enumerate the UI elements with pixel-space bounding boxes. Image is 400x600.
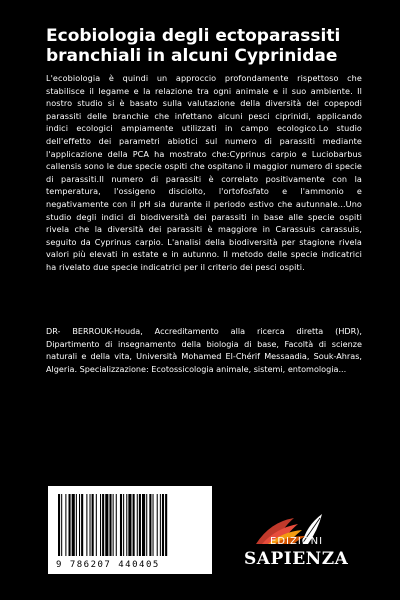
barcode-bar <box>116 494 117 556</box>
isbn-number: 9 786207 440405 <box>56 560 160 570</box>
book-title: Ecobiologia degli ectoparassiti branchiali in alcuni Cyprinidae <box>46 26 341 66</box>
barcode-bar <box>153 494 154 556</box>
barcode-bar <box>157 494 158 556</box>
barcode-bar <box>137 494 138 556</box>
barcode-bar <box>81 494 83 556</box>
barcode-bar <box>69 494 71 556</box>
barcode-bar <box>109 494 111 556</box>
barcode-bar <box>146 494 147 556</box>
barcode-bar <box>76 494 77 556</box>
barcode-bar <box>100 494 101 556</box>
barcode-bar <box>113 494 114 556</box>
barcode-bar <box>86 494 87 556</box>
barcode-bar <box>149 494 151 556</box>
barcode-bar <box>58 494 60 556</box>
barcode-bar <box>128 494 131 556</box>
barcode-bar <box>61 494 62 556</box>
barcode-bar <box>120 494 122 556</box>
barcode-bar <box>96 494 97 556</box>
barcode-bar <box>105 494 108 556</box>
barcode-bar <box>123 494 124 556</box>
barcode-bar <box>72 494 75 556</box>
book-summary: L'ecobiologia è quindi un approccio profondamente rispettoso che stabilisce il legame e la relazione tra ogni animale e il suo ambiente. Il nostro studio si è basato sulla valutazione della diversità dei copepodi parassiti delle branchie che infettano alcuni pesci ciprinidi, applicando indici ecologici ampiamente utilizzati in campo ecologico.Lo studio dell'effetto dei parametri abiotici sul numero di parassiti mediante l'applicazione della PCA ha mostrato che:Cyprinus carpio e Luciobarbus callensis sono le due specie ospiti che ospitano il maggior numero di specie di parassiti.Il numero di parassiti è correlato positivamente con la temperatura, l'ossigeno disciolto, l'ortofosfato e l'ammonio e negativamente con il pH sia durante il periodo estivo che autunnale...Uno studio degli indici di biodiversità dei parassiti in base alle specie ospiti rivela che la diversità dei parassiti è maggiore in Carassuis carassuis, seguito da Cyprinus carpio. L'analisi della biodiversità per stagione rivela valori più elevati in estate e in autunno. Il metodo delle specie indicatrici ha rivelato due specie indicatrici per il criterio dei pesci ospiti. <box>46 73 362 272</box>
publisher-name: SAPIENZA <box>244 549 349 569</box>
barcode-bar <box>79 494 80 556</box>
barcode-bar <box>139 494 141 556</box>
barcode-bar <box>90 494 91 556</box>
isbn-barcode <box>48 486 212 574</box>
barcode-bar <box>92 494 94 556</box>
barcode-bar <box>65 494 66 556</box>
barcode-bar <box>165 494 167 556</box>
barcode-bar <box>162 494 164 556</box>
barcode-bar <box>133 494 135 556</box>
barcode-bar <box>102 494 104 556</box>
publisher-edizioni: EDIZIONI <box>270 536 324 547</box>
barcode-bar <box>142 494 145 556</box>
barcode-bar <box>126 494 127 556</box>
author-bio: DR- BERROUK-Houda, Accreditamento alla ricerca diretta (HDR), Dipartimento di insegnamento della biologia di base, Facoltà di scienze naturali e della vita, Università Mohamed El-Chérif Messaadia, Souk-Ahras, Algeria. Specializzazione: Ecotossicologia animale, sistemi, entomologia... <box>46 326 362 374</box>
barcode-bar <box>160 494 161 556</box>
barcode-bars <box>56 494 204 558</box>
